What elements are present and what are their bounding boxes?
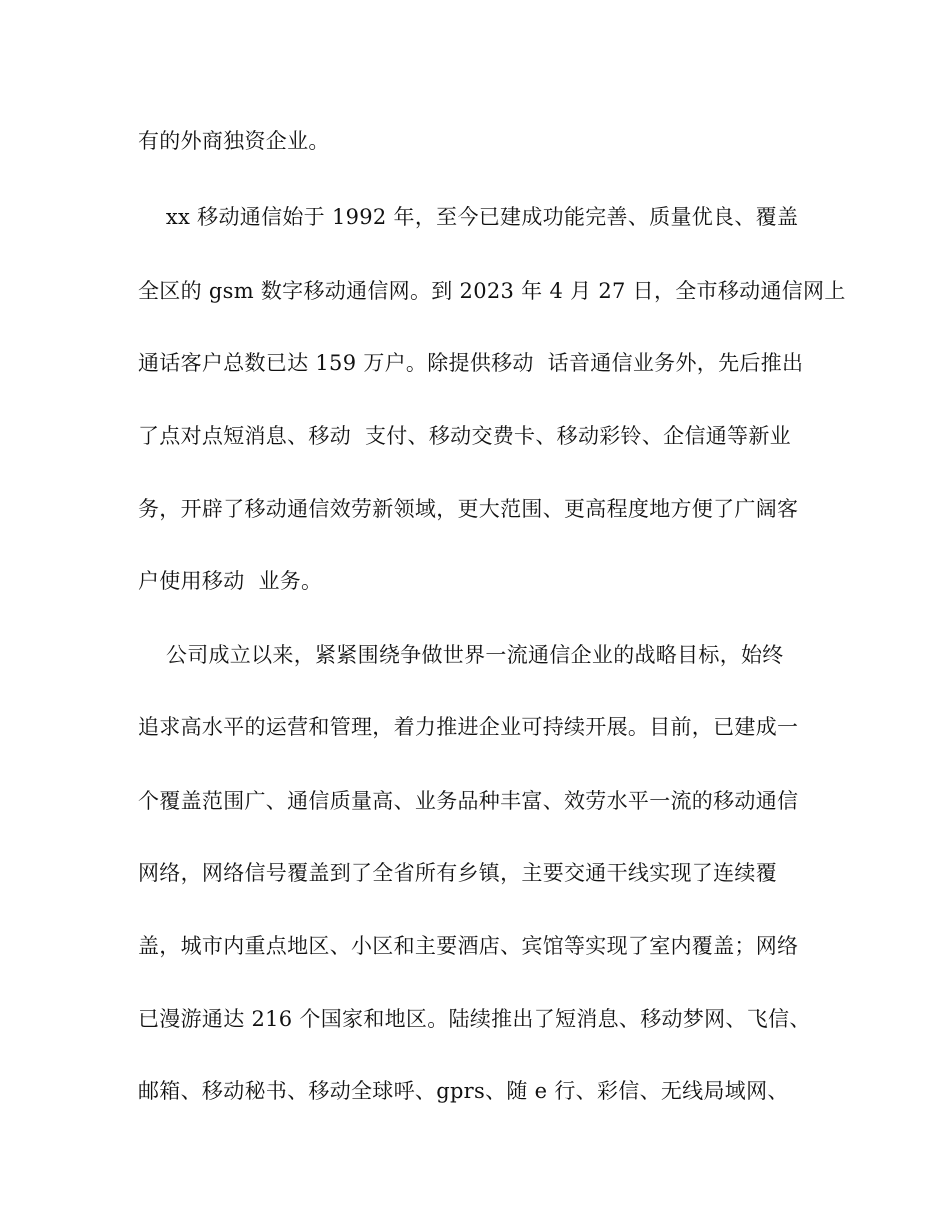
text-line: 务，开辟了移动通信效劳新领域，更大范围、更高程度地方便了广阔客 xyxy=(138,497,799,521)
text-line: 邮箱、移动秘书、移动全球呼、gprs、随 e 行、彩信、无线局域网、 xyxy=(138,1079,789,1103)
text-line: 追求高水平的运营和管理，着力推进企业可持续开展。目前，已建成一 xyxy=(138,715,799,739)
text-line: 已漫游通达 216 个国家和地区。陆续推出了短消息、移动梦网、飞信、 xyxy=(138,1007,811,1031)
text-line: 网络，网络信号覆盖到了全省所有乡镇，主要交通干线实现了连续覆 xyxy=(138,861,777,885)
paragraph-start-line: xx 移动通信始于 1992 年，至今已建成功能完善、质量优良、覆盖 xyxy=(138,205,799,229)
text-line: 通话客户总数已达 159 万户。除提供移动 话音通信业务外，先后推出 xyxy=(138,351,804,375)
text-line: 户使用移动 业务。 xyxy=(138,569,323,593)
text-line: 全区的 gsm 数字移动通信网。到 2023 年 4 月 27 日，全市移动通信网上 xyxy=(138,279,846,303)
text-line: 盖，城市内重点地区、小区和主要酒店、宾馆等实现了室内覆盖；网络 xyxy=(138,934,799,958)
text-line: 有的外商独资企业。 xyxy=(138,129,330,153)
paragraph-start-line: 公司成立以来，紧紧围绕争做世界一流通信企业的战略目标，始终 xyxy=(138,643,784,667)
text-line: 了点对点短消息、移动 支付、移动交费卡、移动彩铃、企信通等新业 xyxy=(138,424,791,448)
text-line: 个覆盖范围广、通信质量高、业务品种丰富、效劳水平一流的移动通信 xyxy=(138,789,799,813)
